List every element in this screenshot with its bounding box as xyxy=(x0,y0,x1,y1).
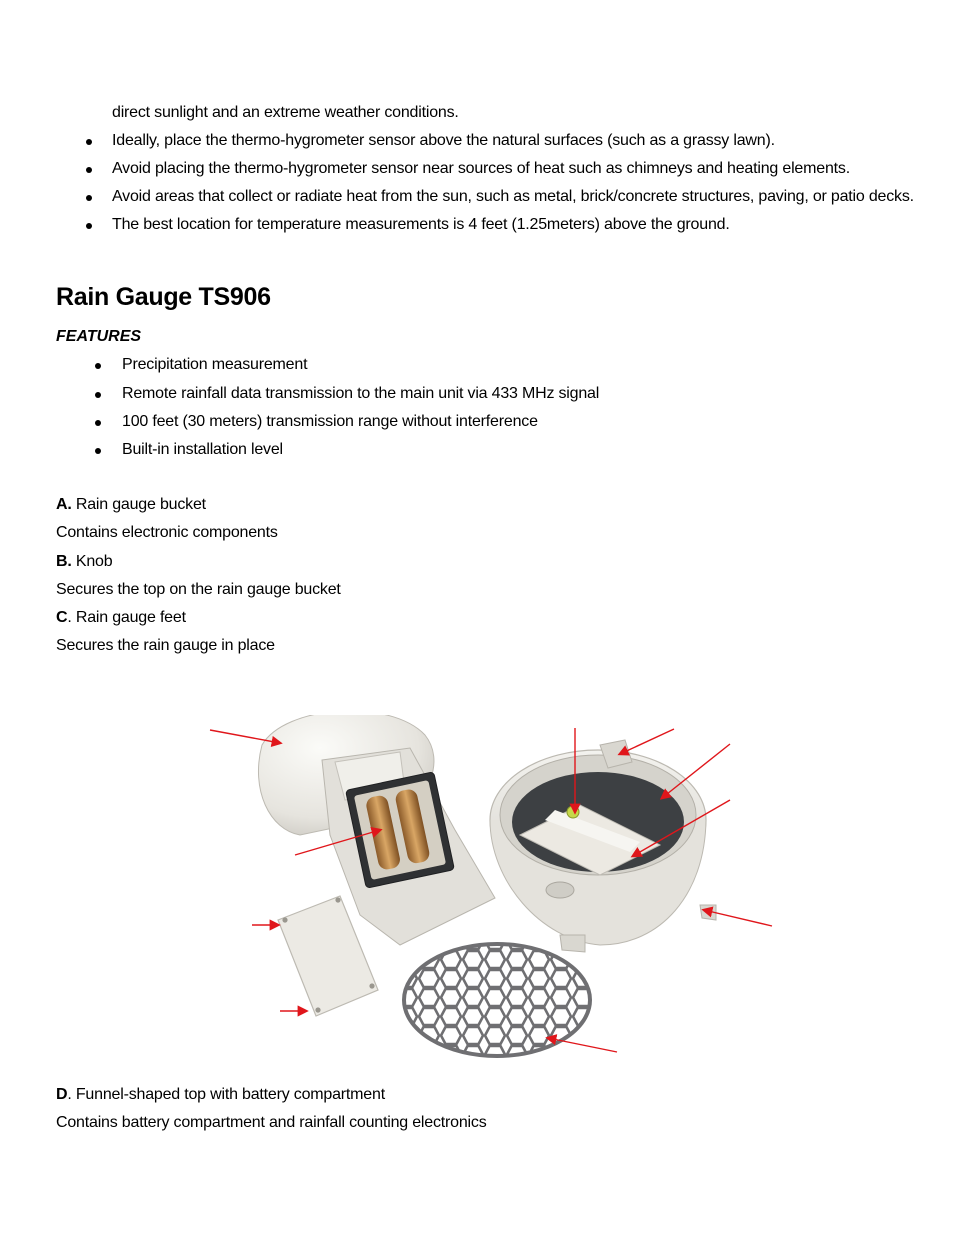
mesh-filter xyxy=(404,944,590,1056)
feature-item-1: Precipitation measurement xyxy=(122,356,308,373)
bullet-continuation: direct sunlight and an extreme weather conditions. xyxy=(112,104,459,121)
intro-bullet-2: Avoid placing the thermo-hygrometer sensor near sources of heat such as chimneys and heating elements. xyxy=(112,160,850,177)
part-name: Knob xyxy=(71,553,113,570)
feature-item-3: 100 feet (30 meters) transmission range without interference xyxy=(122,413,538,430)
part-letter: C xyxy=(56,609,68,626)
section-title: Rain Gauge TS906 xyxy=(56,283,271,311)
bullet-dot xyxy=(95,392,101,398)
rain-gauge-exploded-figure xyxy=(195,715,785,1070)
bullet-dot xyxy=(86,139,92,145)
part-d-title xyxy=(56,1085,385,1105)
intro-bullet-3: Avoid areas that collect or radiate heat from the sun, such as metal, brick/concrete structures, paving, or patio decks. xyxy=(112,188,914,205)
feature-item-4: Built-in installation level xyxy=(122,441,283,458)
bullet-dot xyxy=(95,420,101,426)
part-name: . Rain gauge feet xyxy=(67,609,186,626)
part-a-description: Contains electronic components xyxy=(56,524,278,541)
part-letter: D xyxy=(56,1086,68,1103)
features-heading: FEATURES xyxy=(56,328,142,345)
bullet-dot xyxy=(95,448,101,454)
bullet-dot xyxy=(86,223,92,229)
rain-gauge-bucket xyxy=(490,740,716,952)
arrow-foot-top xyxy=(620,729,674,754)
bullet-dot xyxy=(86,167,92,173)
intro-bullet-4: The best location for temperature measurements is 4 feet (1.25meters) above the ground. xyxy=(112,216,730,233)
part-c-description: Secures the rain gauge in place xyxy=(56,637,275,654)
part-b-description: Secures the top on the rain gauge bucket xyxy=(56,581,341,598)
funnel-top xyxy=(258,715,495,945)
part-letter: A. xyxy=(56,496,72,513)
part-d-description: Contains battery compartment and rainfall counting electronics xyxy=(56,1114,487,1131)
bullet-dot xyxy=(86,195,92,201)
part-name: . Funnel-shaped top with battery compartment xyxy=(67,1086,385,1103)
intro-bullet-1: Ideally, place the thermo-hygrometer sensor above the natural surfaces (such as a grassy lawn). xyxy=(112,132,775,149)
bullet-dot xyxy=(95,363,101,369)
feature-item-2: Remote rainfall data transmission to the main unit via 433 MHz signal xyxy=(122,385,600,402)
part-name: Rain gauge bucket xyxy=(71,496,206,513)
part-c-title xyxy=(56,608,186,628)
part-a-title xyxy=(56,495,206,515)
part-b-title xyxy=(56,552,112,572)
arrow-mesh xyxy=(548,1038,617,1052)
part-letter: B. xyxy=(56,553,72,570)
